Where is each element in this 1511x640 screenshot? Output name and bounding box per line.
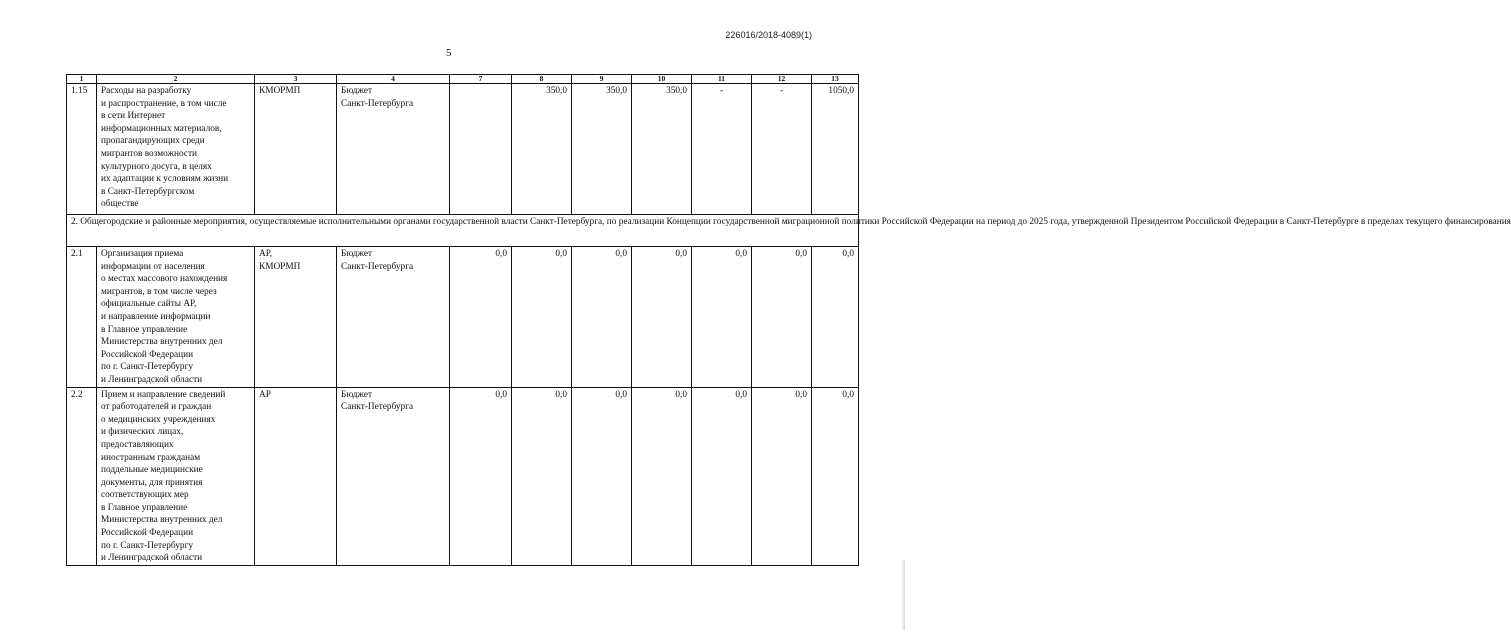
funding-source: Бюджет Санкт-Петербурга (337, 247, 450, 388)
funding-source: Бюджет Санкт-Петербурга (337, 387, 450, 565)
amount-total: 0,0 (812, 387, 859, 565)
amount-col-7 (450, 84, 512, 215)
amount-col-12: 0,0 (752, 387, 812, 565)
column-number: 7 (450, 75, 512, 84)
column-number: 12 (752, 75, 812, 84)
column-number: 2 (97, 75, 255, 84)
measure-description: Расходы на разработку и распространение, в том числе в сети Интернет информационных материалов, пропагандирующих среди мигрантов возможности культурного досуга, в целях их адаптации к условиям жизни в Санкт-Петербургском обществе (97, 84, 255, 215)
column-number: 10 (632, 75, 692, 84)
amount-col-12: 0,0 (752, 247, 812, 388)
amount-col-9: 0,0 (572, 247, 632, 388)
amount-total: 0,0 (812, 247, 859, 388)
executor: КМОРМП (255, 84, 337, 215)
section-heading: 2. Общегородские и районные мероприятия, осуществляемые исполнительными органами государственной власти Санкт-Петербурга, по реализации Концепции государственной миграционной политики Российской Федерации на период до 2025 года, утвержденной Президентом Российской Федерации в Санкт-Петербурге в пределах текущего финансирования (67, 215, 859, 247)
row-number: 2.2 (67, 387, 97, 565)
column-number: 3 (255, 75, 337, 84)
column-number: 11 (692, 75, 752, 84)
amount-col-7: 0,0 (450, 387, 512, 565)
amount-col-11: 0,0 (692, 387, 752, 565)
table-row (67, 84, 859, 215)
amount-col-7: 0,0 (450, 247, 512, 388)
column-number: 9 (572, 75, 632, 84)
row-number: 2.1 (67, 247, 97, 388)
executor: АР (255, 387, 337, 565)
row-number: 1.15 (67, 84, 97, 215)
document-id: 226016/2018-4089(1) (725, 30, 812, 40)
amount-col-11: - (692, 84, 752, 215)
measure-description: Организация приема информации от населения о местах массового нахождения мигрантов, в том числе через официальные сайты АР, и направление информации в Главное управление Министерства внутренних дел Российской Федерации по г. Санкт-Петербургу и Ленинградской области (97, 247, 255, 388)
amount-col-9: 350,0 (572, 84, 632, 215)
table-row (67, 247, 859, 388)
amount-col-10: 0,0 (632, 387, 692, 565)
amount-col-8: 0,0 (512, 387, 572, 565)
amount-col-11: 0,0 (692, 247, 752, 388)
column-number: 4 (337, 75, 450, 84)
amount-col-12: - (752, 84, 812, 215)
amount-col-8: 0,0 (512, 247, 572, 388)
amount-col-9: 0,0 (572, 387, 632, 565)
amount-total: 1050,0 (812, 84, 859, 215)
measures-table (66, 74, 1511, 566)
column-number: 1 (67, 75, 97, 84)
amount-col-10: 350,0 (632, 84, 692, 215)
page-number: 5 (446, 47, 452, 59)
section-row (67, 215, 859, 247)
executor: АР, КМОРМП (255, 247, 337, 388)
funding-source: Бюджет Санкт-Петербурга (337, 84, 450, 215)
scan-edge-shadow (901, 560, 905, 630)
column-number-row (67, 75, 859, 84)
amount-col-8: 350,0 (512, 84, 572, 215)
amount-col-10: 0,0 (632, 247, 692, 388)
column-number: 13 (812, 75, 859, 84)
measure-description: Прием и направление сведений от работодателей и граждан о медицинских учреждениях и физических лицах, предоставляющих иностранным гражданам поддельные медицинские документы, для принятия соответствующих мер в Главное управление Министерства внутренних дел Российской Федерации по г. Санкт-Петербургу и Ленинградской области (97, 387, 255, 565)
column-number: 8 (512, 75, 572, 84)
table-row (67, 387, 859, 565)
